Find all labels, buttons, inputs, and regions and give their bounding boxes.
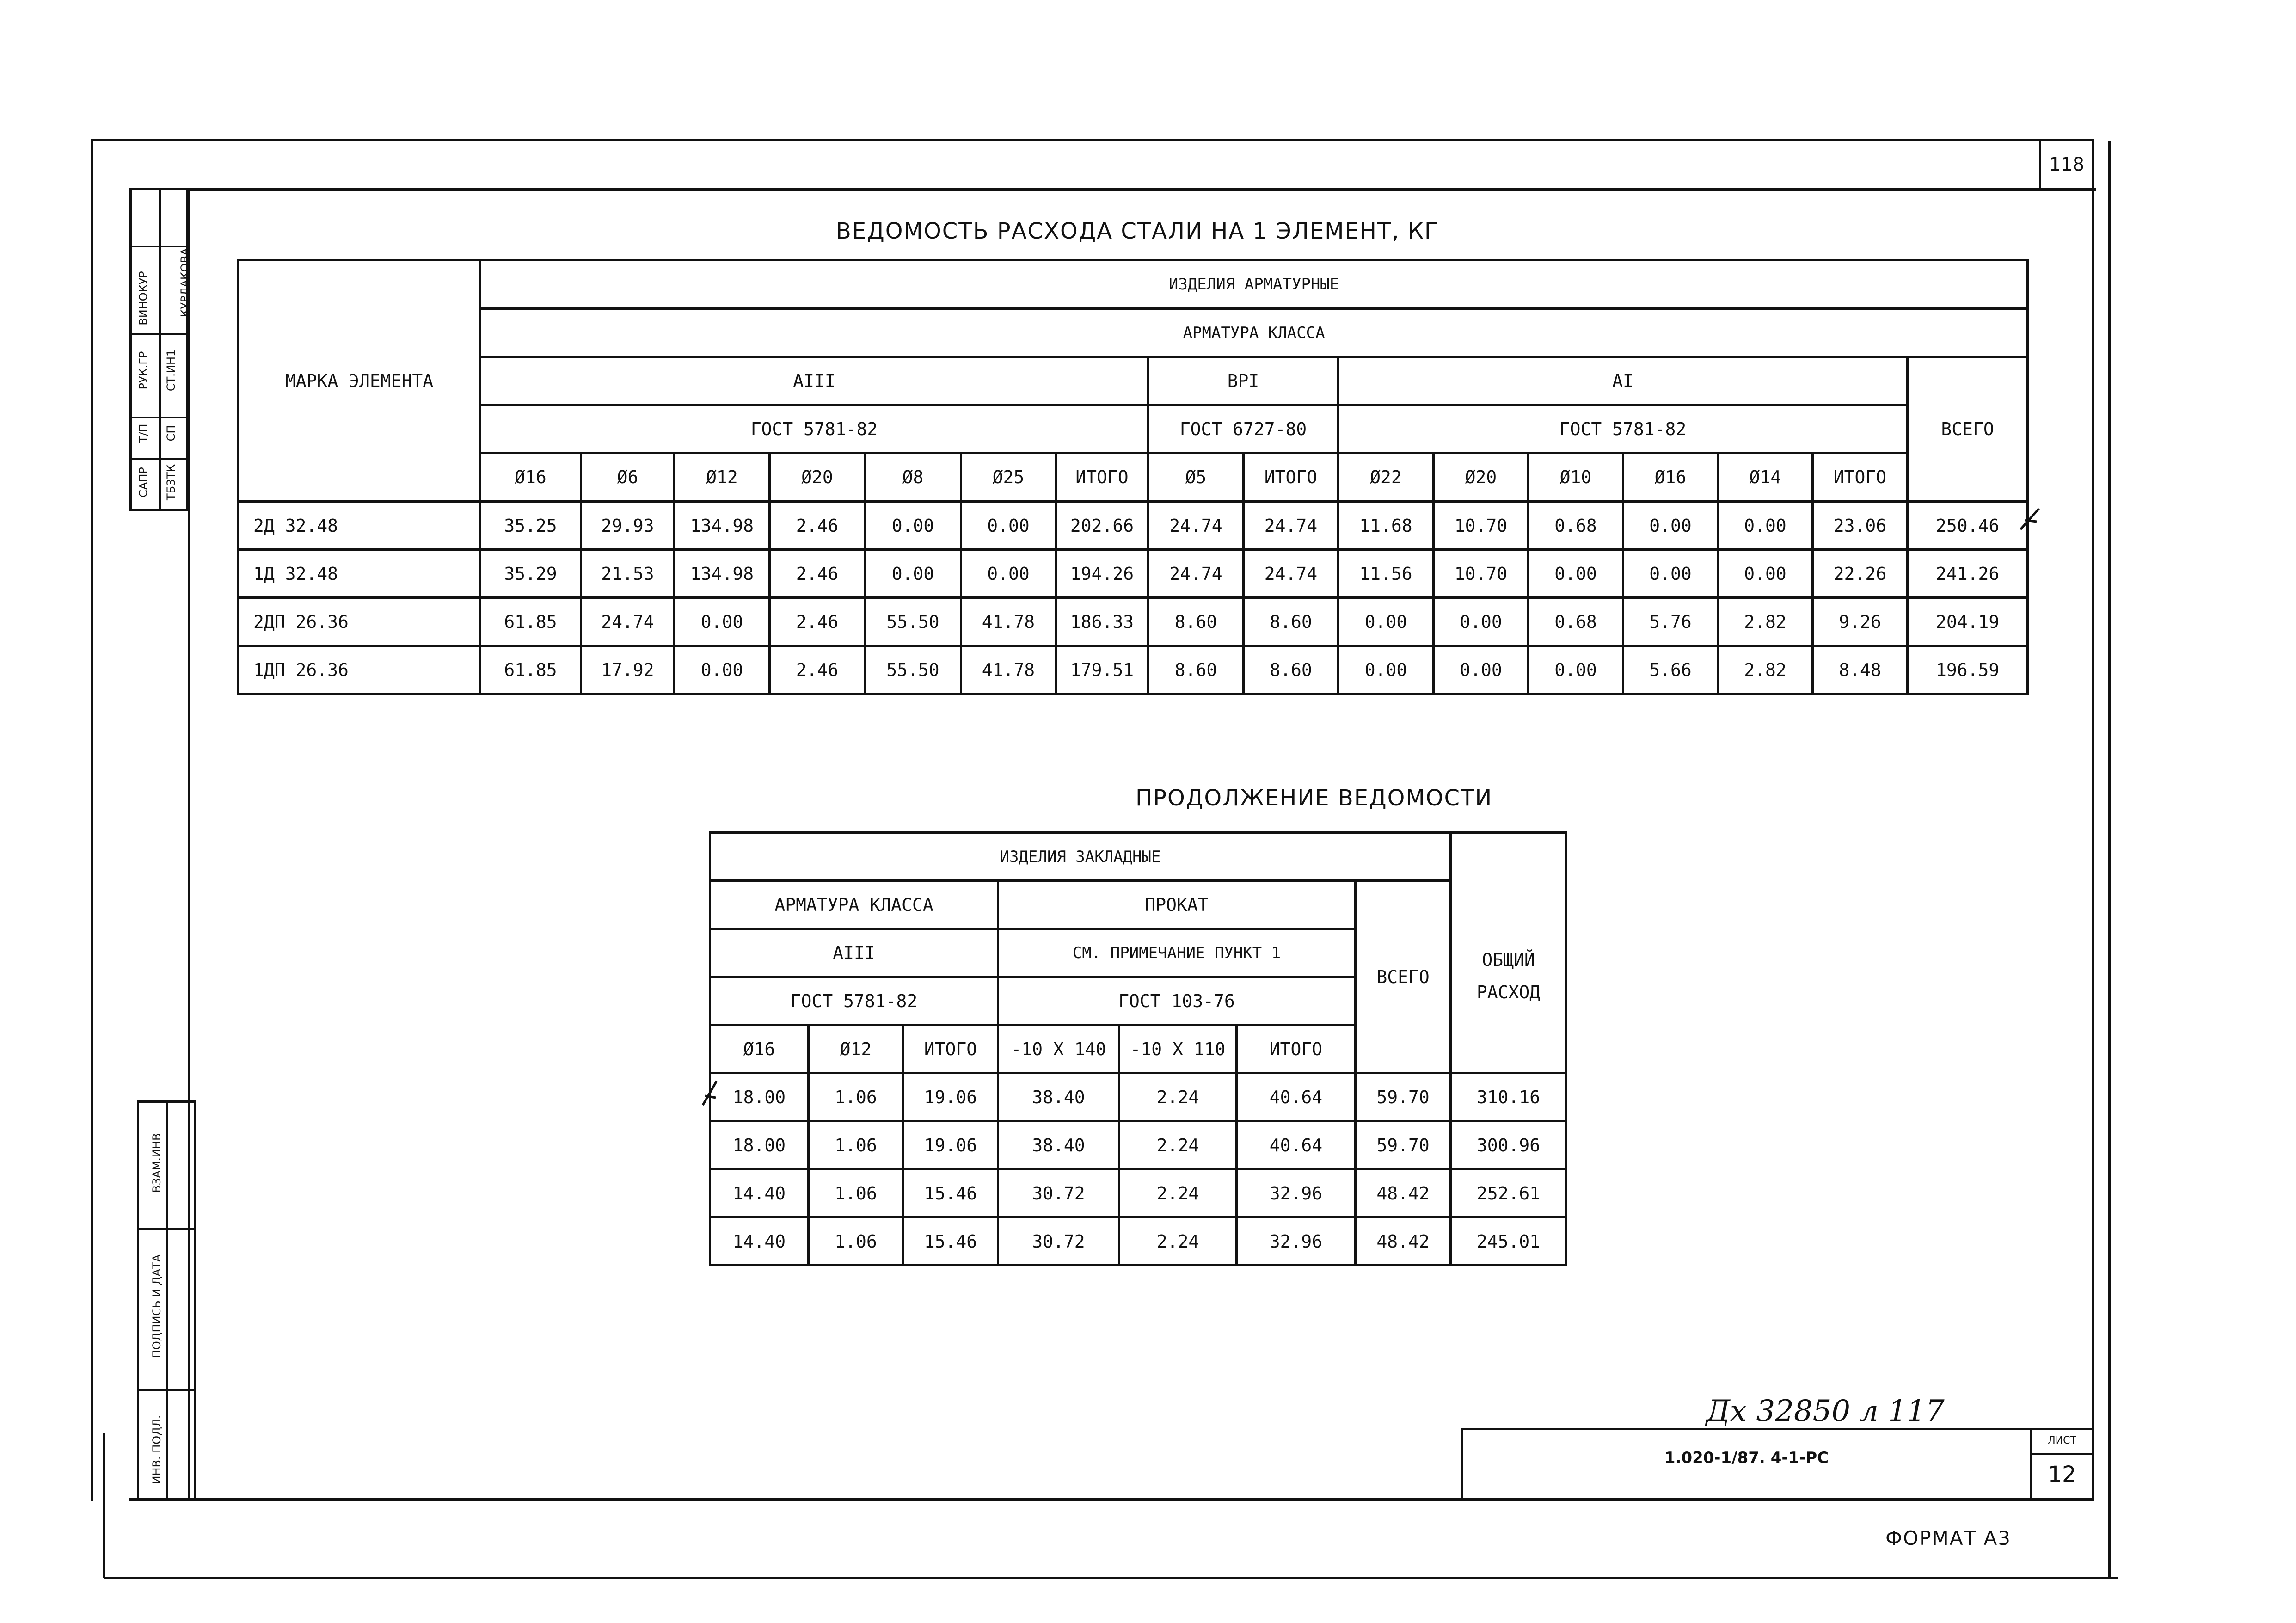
col-header: Ø12 xyxy=(675,453,770,502)
cell: 2.24 xyxy=(1119,1073,1237,1121)
cell: 61.85 xyxy=(480,646,581,694)
col-header: ИТОГО xyxy=(1056,453,1148,502)
row-mark: 2Д 32.48 xyxy=(239,502,480,550)
header-gost-5781-a: ГОСТ 5781-82 xyxy=(480,405,1148,453)
cell: 21.53 xyxy=(581,550,675,598)
cell-overall: 310.16 xyxy=(1451,1073,1566,1121)
cell: 8.60 xyxy=(1244,598,1338,646)
col-header: Ø16 xyxy=(710,1025,809,1073)
corner-box-left xyxy=(2039,141,2041,188)
side-label-b1: ТБ3ТК xyxy=(165,464,178,501)
table-row xyxy=(710,1073,1566,1121)
header-class-ai: АI xyxy=(1338,357,1908,405)
header-reinforcement-products: ИЗДЕЛИЯ АРМАТУРНЫЕ xyxy=(480,260,2028,309)
cell: 59.70 xyxy=(1356,1073,1451,1121)
col-header: ИТОГО xyxy=(1813,453,1908,502)
cell: 24.74 xyxy=(1244,550,1338,598)
side-lower-row-2 xyxy=(139,1389,194,1391)
embedded-items-table xyxy=(709,831,1567,1266)
cell: 0.68 xyxy=(1529,598,1623,646)
col-header: Ø8 xyxy=(865,453,961,502)
cell: 22.26 xyxy=(1813,550,1908,598)
col-header: Ø16 xyxy=(1623,453,1718,502)
cell: 19.06 xyxy=(903,1073,998,1121)
cell: 8.48 xyxy=(1813,646,1908,694)
cell-total: 241.26 xyxy=(1908,550,2028,598)
col-header: -10 X 110 xyxy=(1119,1025,1237,1073)
side-lower-label-1: ИНВ. ПОДЛ. xyxy=(150,1415,163,1484)
cell: 48.42 xyxy=(1356,1169,1451,1217)
side-label-a2: Т/П xyxy=(137,424,150,443)
steel-consumption-table xyxy=(237,259,2029,695)
cell: 14.40 xyxy=(710,1217,809,1266)
header-gost-5781: ГОСТ 5781-82 xyxy=(710,977,998,1025)
cell: 35.29 xyxy=(480,550,581,598)
cell: 24.74 xyxy=(1148,502,1244,550)
row-mark: 1Д 32.48 xyxy=(239,550,480,598)
cell: 0.00 xyxy=(1718,502,1813,550)
correction-mark-1 xyxy=(2016,504,2044,536)
table-row xyxy=(239,550,2028,598)
side-lower-row-1 xyxy=(139,1228,194,1230)
header-total: ВСЕГО xyxy=(1356,881,1451,1073)
cell: 2.24 xyxy=(1119,1217,1237,1266)
cell: 30.72 xyxy=(998,1217,1119,1266)
side-label-b4: КУРЛАКОВА xyxy=(178,248,191,317)
header-reinforcement-class: АРМАТУРА КЛАССА xyxy=(480,309,2028,357)
cell: 8.60 xyxy=(1148,646,1244,694)
cell: 202.66 xyxy=(1056,502,1148,550)
header-class-vri: ВРI xyxy=(1148,357,1338,405)
side-label-a4: ВИНОКУР xyxy=(137,271,150,326)
cell: 30.72 xyxy=(998,1169,1119,1217)
cell: 8.60 xyxy=(1244,646,1338,694)
cell: 18.00 xyxy=(710,1073,809,1121)
cell: 19.06 xyxy=(903,1121,998,1169)
col-header: Ø12 xyxy=(809,1025,903,1073)
cell: 18.00 xyxy=(710,1121,809,1169)
side-panel-divider xyxy=(159,190,161,509)
cell-overall: 252.61 xyxy=(1451,1169,1566,1217)
header-class-aiii: АIII xyxy=(480,357,1148,405)
cell: 11.68 xyxy=(1338,502,1434,550)
cell: 14.40 xyxy=(710,1169,809,1217)
corner-sheet-number: 118 xyxy=(2049,154,2085,175)
cell: 0.00 xyxy=(1434,646,1529,694)
header-mark: МАРКА ЭЛЕМЕНТА xyxy=(239,260,480,502)
cell: 59.70 xyxy=(1356,1121,1451,1169)
cell: 2.46 xyxy=(770,598,865,646)
header-note: СМ. ПРИМЕЧАНИЕ ПУНКТ 1 xyxy=(998,929,1356,977)
col-header: ИТОГО xyxy=(1237,1025,1356,1073)
row-mark: 1ДП 26.36 xyxy=(239,646,480,694)
cell: 38.40 xyxy=(998,1121,1119,1169)
cell: 2.46 xyxy=(770,550,865,598)
cell: 179.51 xyxy=(1056,646,1148,694)
cell: 134.98 xyxy=(675,502,770,550)
table-row xyxy=(239,598,2028,646)
outer-frame-left-lower xyxy=(103,1433,105,1578)
col-header: Ø6 xyxy=(581,453,675,502)
cell: 0.00 xyxy=(1338,646,1434,694)
cell-overall: 300.96 xyxy=(1451,1121,1566,1169)
cell: 24.74 xyxy=(1148,550,1244,598)
col-header: Ø25 xyxy=(961,453,1056,502)
cell: 5.76 xyxy=(1623,598,1718,646)
table-row xyxy=(710,1169,1566,1217)
header-overall: ОБЩИЙ РАСХОД xyxy=(1451,833,1566,1073)
cell: 40.64 xyxy=(1237,1073,1356,1121)
cell: 41.78 xyxy=(961,598,1056,646)
cell: 8.60 xyxy=(1148,598,1244,646)
table-row xyxy=(239,502,2028,550)
col-header: Ø5 xyxy=(1148,453,1244,502)
cell: 0.00 xyxy=(961,502,1056,550)
cell: 2.82 xyxy=(1718,646,1813,694)
col-header: Ø22 xyxy=(1338,453,1434,502)
header-class-aiii: АIII xyxy=(710,929,998,977)
header-gost-6727: ГОСТ 6727-80 xyxy=(1148,405,1338,453)
col-header: Ø20 xyxy=(1434,453,1529,502)
cell: 2.24 xyxy=(1119,1169,1237,1217)
table-row xyxy=(239,646,2028,694)
side-lower-divider xyxy=(166,1103,168,1499)
cell: 24.74 xyxy=(1244,502,1338,550)
cell: 194.26 xyxy=(1056,550,1148,598)
cell: 5.66 xyxy=(1623,646,1718,694)
cell: 2.46 xyxy=(770,646,865,694)
cell: 0.00 xyxy=(1338,598,1434,646)
cell: 0.00 xyxy=(1623,502,1718,550)
outer-frame-left xyxy=(91,139,93,1501)
header-embedded-products: ИЗДЕЛИЯ ЗАКЛАДНЫЕ xyxy=(710,833,1451,881)
cell: 2.46 xyxy=(770,502,865,550)
col-header: Ø10 xyxy=(1529,453,1623,502)
cell: 48.42 xyxy=(1356,1217,1451,1266)
col-header: ИТОГО xyxy=(1244,453,1338,502)
outer-frame-bottom xyxy=(104,1577,2118,1579)
cell: 41.78 xyxy=(961,646,1056,694)
side-label-a3: РУК.ГР xyxy=(137,351,150,390)
header-gost-5781-b: ГОСТ 5781-82 xyxy=(1338,405,1908,453)
side-lower-panel xyxy=(137,1100,196,1501)
cell: 0.00 xyxy=(1529,646,1623,694)
cell: 1.06 xyxy=(809,1169,903,1217)
cell: 0.68 xyxy=(1529,502,1623,550)
header-gost-103: ГОСТ 103-76 xyxy=(998,977,1356,1025)
side-lower-label-2: ПОДПИСЬ И ДАТА xyxy=(150,1254,163,1359)
header-rolled-steel: ПРОКАТ xyxy=(998,881,1356,929)
cell: 15.46 xyxy=(903,1217,998,1266)
col-header: Ø16 xyxy=(480,453,581,502)
outer-frame-top xyxy=(91,139,2094,141)
inner-frame-top xyxy=(188,188,2096,191)
cell: 55.50 xyxy=(865,598,961,646)
cell: 15.46 xyxy=(903,1169,998,1217)
title-block xyxy=(1461,1428,2094,1501)
inner-frame-right xyxy=(2092,141,2094,1501)
col-header: Ø14 xyxy=(1718,453,1813,502)
cell: 24.74 xyxy=(581,598,675,646)
cell: 0.00 xyxy=(961,550,1056,598)
col-header: ИТОГО xyxy=(903,1025,998,1073)
cell: 0.00 xyxy=(865,502,961,550)
cell: 40.64 xyxy=(1237,1121,1356,1169)
format-label: ФОРМАТ А3 xyxy=(1885,1527,2011,1549)
cell: 10.70 xyxy=(1434,550,1529,598)
sheet-number: 12 xyxy=(2048,1462,2076,1488)
cell: 23.06 xyxy=(1813,502,1908,550)
cell-overall: 245.01 xyxy=(1451,1217,1566,1266)
outer-frame-right xyxy=(2108,141,2111,1579)
title-block-sheet-line xyxy=(2030,1453,2094,1455)
cell: 0.00 xyxy=(865,550,961,598)
cell: 0.00 xyxy=(1623,550,1718,598)
cell: 10.70 xyxy=(1434,502,1529,550)
cell: 61.85 xyxy=(480,598,581,646)
cell: 1.06 xyxy=(809,1121,903,1169)
cell: 0.00 xyxy=(1529,550,1623,598)
cell: 35.25 xyxy=(480,502,581,550)
table-row xyxy=(710,1121,1566,1169)
cell: 11.56 xyxy=(1338,550,1434,598)
cell: 1.06 xyxy=(809,1217,903,1266)
cell: 0.00 xyxy=(1434,598,1529,646)
header-total: ВСЕГО xyxy=(1908,357,2028,502)
document-code: 1.020-1/87. 4-1-РС xyxy=(1664,1449,1829,1467)
main-title: ВЕДОМОСТЬ РАСХОДА СТАЛИ НА 1 ЭЛЕМЕНТ, КГ xyxy=(836,218,1439,244)
cell: 186.33 xyxy=(1056,598,1148,646)
cell: 134.98 xyxy=(675,550,770,598)
cell: 0.00 xyxy=(675,598,770,646)
cell: 29.93 xyxy=(581,502,675,550)
cell: 17.92 xyxy=(581,646,675,694)
cell: 38.40 xyxy=(998,1073,1119,1121)
side-lower-label-3: ВЗАМ.ИНВ xyxy=(150,1133,163,1193)
sheet-label: ЛИСТ xyxy=(2048,1435,2076,1446)
cell: 55.50 xyxy=(865,646,961,694)
cell: 32.96 xyxy=(1237,1217,1356,1266)
cell-total: 250.46 xyxy=(1908,502,2028,550)
cell-total: 204.19 xyxy=(1908,598,2028,646)
cell: 32.96 xyxy=(1237,1169,1356,1217)
correction-mark-2 xyxy=(698,1077,721,1110)
side-label-b2: СП xyxy=(165,425,178,442)
header-reinforcement-class: АРМАТУРА КЛАССА xyxy=(710,881,998,929)
cell-total: 196.59 xyxy=(1908,646,2028,694)
cell: 9.26 xyxy=(1813,598,1908,646)
cell: 2.24 xyxy=(1119,1121,1237,1169)
col-header: -10 X 140 xyxy=(998,1025,1119,1073)
continuation-title: ПРОДОЛЖЕНИЕ ВЕДОМОСТИ xyxy=(1136,785,1493,811)
cell: 1.06 xyxy=(809,1073,903,1121)
handwritten-reference: Дх 32850 л 117 xyxy=(1706,1394,1945,1428)
cell: 0.00 xyxy=(1718,550,1813,598)
row-mark: 2ДП 26.36 xyxy=(239,598,480,646)
col-header: Ø20 xyxy=(770,453,865,502)
cell: 2.82 xyxy=(1718,598,1813,646)
table-row xyxy=(710,1217,1566,1266)
cell: 0.00 xyxy=(675,646,770,694)
side-label-b3: СТ.ИН1 xyxy=(165,349,178,392)
side-label-a1: САПР xyxy=(137,467,150,498)
